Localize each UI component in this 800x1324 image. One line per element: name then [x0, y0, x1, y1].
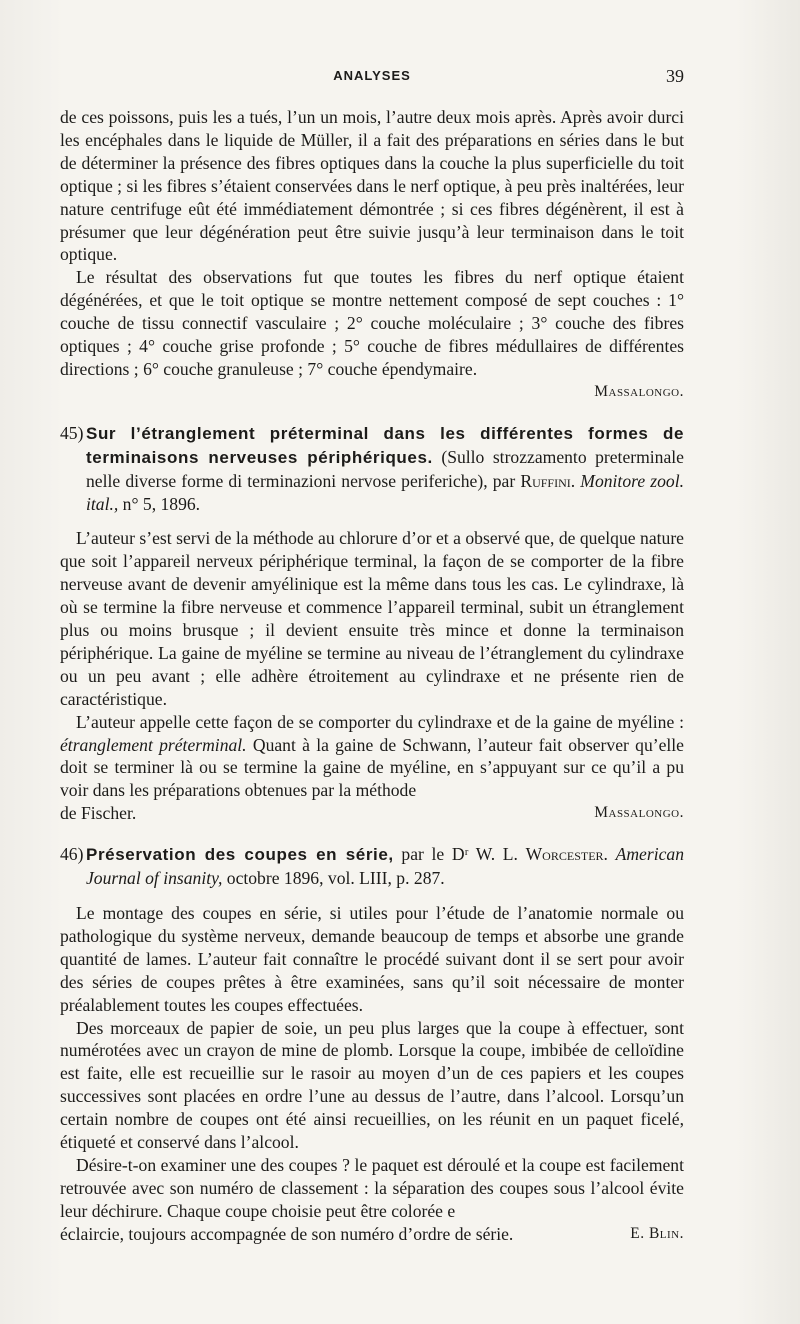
previous-article-continuation [60, 106, 684, 404]
article-author: Worcester. [525, 844, 608, 865]
paragraph: Le résultat des observations fut que toutes les fibres du nerf optique étaient dégénérées, et que le toit optique se montre nettement composé de sept couches : 1° couche de tissu connectif vasculaire ; 2° couche moléculaire ; 3° couche des fibres optiques ; 4° couche grise profonde ; 5° couche de fibres médullaires de différentes directions ; 6° couche granuleuse ; 7° couche épendymaire. [60, 267, 684, 379]
text-run: éclaircie, toujours accompagnée de son numéro d’ordre de série. [60, 1223, 514, 1244]
journal-issue: n° 5, 1896. [122, 493, 201, 514]
article-number: 45) [60, 422, 84, 443]
signature: Massalongo. [594, 382, 684, 400]
running-head [60, 68, 684, 90]
signature: E. Blin. [630, 1224, 684, 1242]
paragraph: Des morceaux de papier de soie, un peu plus larges que la coupe à effectuer, sont numérotées avec un crayon de mine de plomb. Lorsque la coupe, imbibée de celloïdine est faite, elle est recueillie sur le rasoir au moyen d’un de ces papiers et les coupes successives sont placées en ordre l’une au dessus de l’autre, dans l’alcool. Lorsqu’un certain nombre de coupes ont été ainsi recueillies, on les réunit en un paquet ficelé, étiqueté et conservé dans l’alcool. [60, 1017, 684, 1153]
paragraph [60, 711, 684, 803]
article-46 [60, 843, 684, 1245]
paragraph: L’auteur s’est servi de la méthode au chlorure d’or et a observé que, de quelque nature que soit l’appareil nerveux périphérique terminal, la façon de se comporter de la fibre nerveuse avant de devenir amyélinique est la même dans tous les cas. Le cylindraxe, là où se termine la fibre nerveuse et commence l’appareil terminal, subit un étranglement plus ou moins brusque ; il devient ensuite très mince et donne la terminaison périphérique. La gaine de myéline se termine au niveau de l’étranglement du cylindraxe ou un peu avant ; elle adhère étroitement au cylindraxe et ne présente rien de caractéristique. [60, 528, 684, 709]
page-body [60, 106, 684, 1246]
journal-name: American Journal of insanity, [86, 844, 684, 889]
article-45 [60, 422, 684, 825]
article-title: Préservation des coupes en série, [86, 845, 394, 865]
running-title: ANALYSES [333, 68, 411, 83]
emphasized-term: étranglement préterminal. [60, 734, 247, 755]
article-heading [60, 843, 684, 890]
article-number: 46) [60, 844, 84, 865]
paragraph-end-line [60, 802, 684, 825]
article-citation: (Sullo strozzamento preterminale nelle diverse forme di terminazioni nervose periferiche), par [86, 446, 684, 491]
article-heading [60, 422, 684, 516]
article-author: Ruffini. [520, 470, 576, 491]
journal-issue: octobre 1896, vol. LIII, p. 287. [226, 868, 445, 889]
paragraph-end-line [60, 1223, 684, 1246]
paragraph: de ces poissons, puis les a tués, l’un un mois, l’autre deux mois après. Après avoir durci les encéphales dans le liquide de Müller, il a fait des préparations en séries dans le but de déterminer la présence des fibres optiques dans la couche la plus superficielle du toit optique ; si les fibres s’étaient conservées dans le nerf optique, à peu près inaltérées, leur nature centrifuge eût été immédiatement démontrée ; si ces fibres dégénèrent, il est à présumer que leur dégénération peut être suivie jusqu’à leur terminaison dans le toit optique. [60, 107, 684, 265]
paragraph: Le montage des coupes en série, si utiles pour l’étude de l’anatomie normale ou pathologique du système nerveux, demande beaucoup de temps et absorbe une grande quantité de lames. L’auteur fait connaître le procédé suivant dont il se sert pour avoir des séries de coupes prêtes à être examinées, sans qu’il soit nécessaire de monter préalablement toutes les coupes effectuées. [60, 903, 684, 1015]
signature: Massalongo. [594, 804, 684, 822]
text-run: L’auteur appelle cette façon de se comporter du cylindraxe et de la gaine de myéline : [76, 711, 684, 732]
text-run: Quant à la gaine de Schwann, l’auteur fait observer qu’elle doit se terminer là ou se termine la gaine de myéline, en s’appuyant sur ce qu’il a pu voir dans les préparations obtenues par la méthode [60, 734, 684, 801]
journal-name: Monitore zool. ital., [86, 470, 684, 514]
text-run: de Fischer. [60, 803, 137, 824]
paragraph: Désire-t-on examiner une des coupes ? le paquet est déroulé et la coupe est facilement retrouvée avec son numéro de classement : la séparation des coupes sous l’alcool évite leur déchirure. Chaque coupe choisie peut être colorée e [60, 1154, 684, 1221]
article-title: Sur l’étranglement préterminal dans les différentes formes de terminaisons nerveuses périphériques. [86, 423, 684, 467]
page-number: 39 [666, 66, 684, 86]
article-byline: par le Dʳ W. L. [401, 844, 518, 865]
